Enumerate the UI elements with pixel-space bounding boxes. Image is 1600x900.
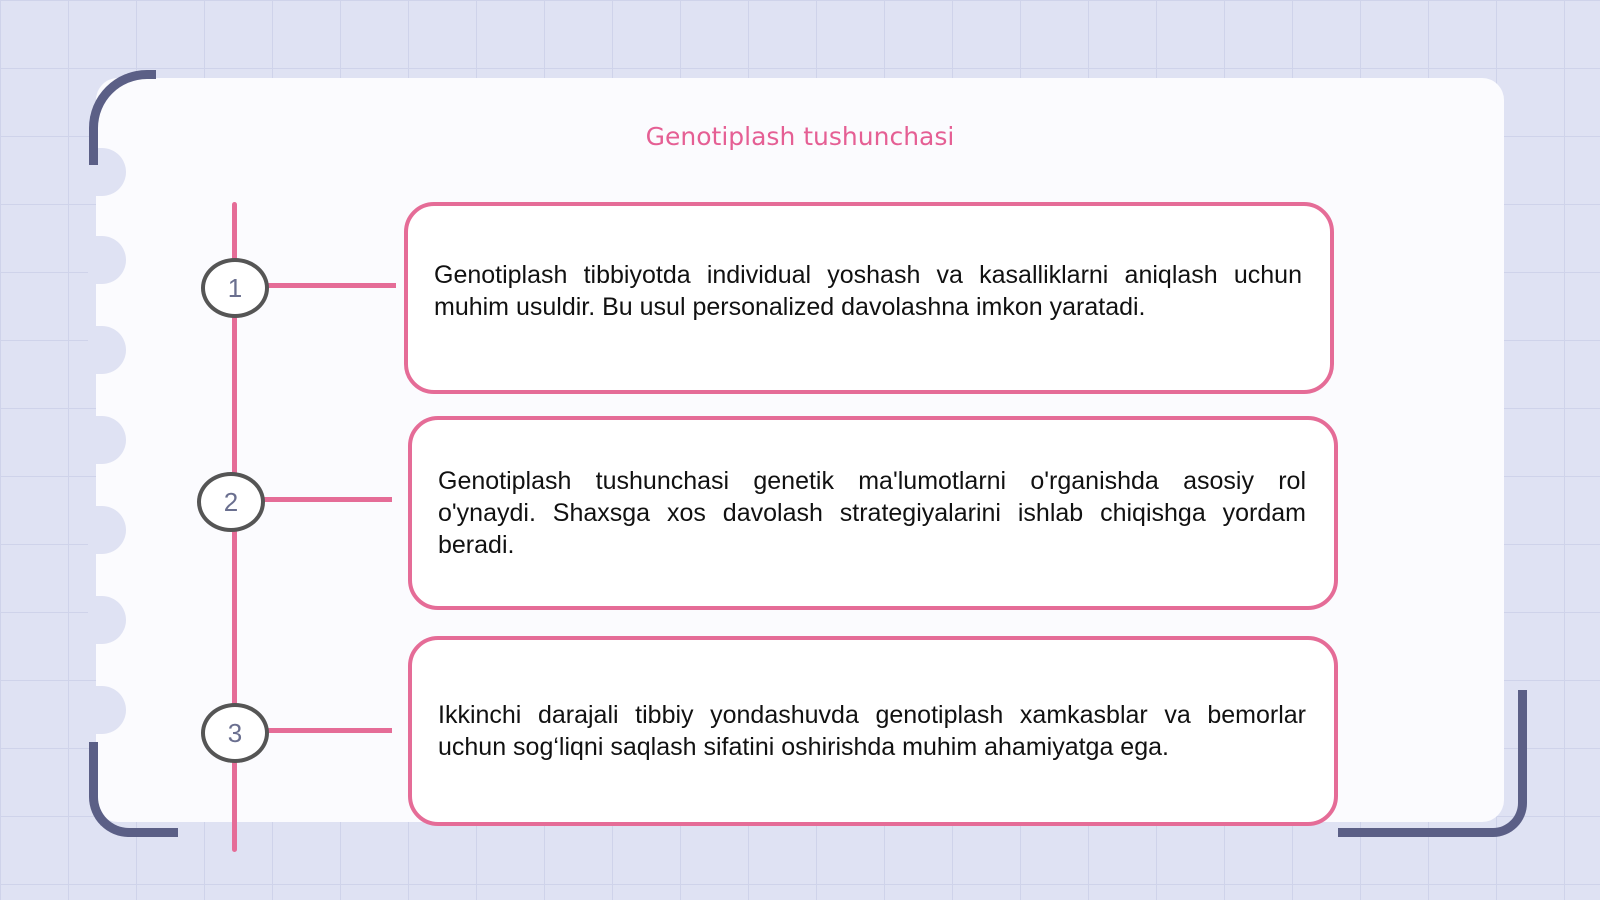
step-number-circle: 2 bbox=[197, 472, 265, 532]
info-box-text: Genotiplash tibbiyotda individual yoshash va kasalliklarni aniqlash uchun muhim usuldir. Bu usul personalized davolashna imkon yaratadi. bbox=[434, 261, 1302, 321]
frame-corner-bottom-left bbox=[89, 742, 178, 837]
info-box-text: Genotiplash tushunchasi genetik ma'lumotlarni o'rganishda asosiy rol o'ynaydi. Shaxsga xos davolash strategiyalarini ishlab chiqishga yordam beradi. bbox=[438, 467, 1306, 559]
step-number-circle: 3 bbox=[201, 703, 269, 763]
info-box bbox=[408, 416, 1338, 610]
slide-title: Genotiplash tushunchasi bbox=[645, 122, 955, 151]
step-number-circle: 1 bbox=[201, 258, 269, 318]
timeline-connector bbox=[264, 497, 392, 502]
info-box-text: Ikkinchi darajali tibbiy yondashuvda genotiplash xamkasblar va bemorlar uchun sog‘liqni saqlash sifatini oshirishda muhim ahamiyatga ega. bbox=[438, 701, 1306, 761]
timeline-connector bbox=[268, 283, 396, 288]
timeline-connector bbox=[268, 728, 392, 733]
info-box bbox=[404, 202, 1334, 394]
info-box bbox=[408, 636, 1338, 826]
frame-corner-bottom-right bbox=[1338, 690, 1527, 837]
